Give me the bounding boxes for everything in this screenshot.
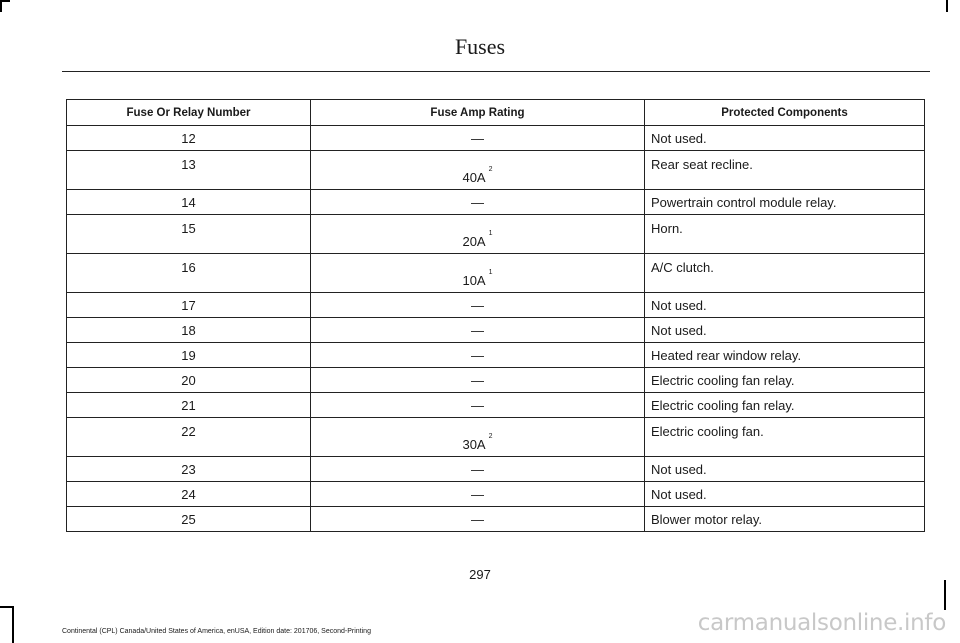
amp-rating-cell	[311, 151, 645, 190]
amp-rating-value: —	[471, 372, 484, 388]
amp-rating-value: —	[471, 486, 484, 502]
amp-rating-cell	[311, 190, 645, 215]
amp-rating-value: —	[471, 322, 484, 338]
footnote-marker: 1	[488, 269, 493, 276]
crop-mark-bottom-left-horizontal	[0, 606, 14, 608]
protected-component-cell: Electric cooling fan relay.	[645, 368, 925, 393]
amp-rating-value: —	[471, 130, 484, 146]
amp-rating-cell	[311, 343, 645, 368]
protected-component-cell: Electric cooling fan relay.	[645, 393, 925, 418]
footnote-marker: 1	[488, 230, 493, 237]
amp-rating-cell	[311, 418, 645, 457]
amp-rating-cell	[311, 482, 645, 507]
protected-component-cell: Powertrain control module relay.	[645, 190, 925, 215]
fuse-number-cell: 20	[67, 368, 311, 393]
protected-component-cell: Rear seat recline.	[645, 151, 925, 190]
table-row	[67, 293, 925, 318]
table-header-row	[67, 100, 925, 126]
amp-rating-value: —	[471, 511, 484, 527]
header-fuse-number: Fuse Or Relay Number	[67, 100, 311, 126]
table-row	[67, 215, 925, 254]
protected-component-cell: Electric cooling fan.	[645, 418, 925, 457]
page-number: 297	[469, 567, 491, 582]
crop-mark-bottom-left	[12, 606, 14, 643]
amp-rating-value: 20A	[462, 234, 486, 249]
amp-rating-cell	[311, 393, 645, 418]
amp-rating-cell	[311, 507, 645, 532]
table-row	[67, 393, 925, 418]
amp-rating-value: —	[471, 397, 484, 413]
fuse-number-cell: 15	[67, 215, 311, 254]
amp-rating-value: 10A	[462, 273, 486, 288]
edition-footer: Continental (CPL) Canada/United States of America, enUSA, Edition date: 201706, Second-Printing	[62, 628, 371, 635]
fuse-number-cell: 13	[67, 151, 311, 190]
table-row	[67, 343, 925, 368]
amp-rating-value: —	[471, 297, 484, 313]
fuse-number-cell: 16	[67, 254, 311, 293]
amp-rating-cell	[311, 368, 645, 393]
fuse-number-cell: 24	[67, 482, 311, 507]
amp-rating-value: —	[471, 347, 484, 363]
fuse-number-cell: 14	[67, 190, 311, 215]
protected-component-cell: Not used.	[645, 482, 925, 507]
protected-component-cell: Not used.	[645, 457, 925, 482]
table-row	[67, 190, 925, 215]
fuse-table-body	[67, 126, 925, 532]
footnote-marker: 2	[488, 166, 493, 173]
watermark: carmanualsonline.info	[697, 610, 946, 636]
protected-component-cell: Horn.	[645, 215, 925, 254]
crop-mark-top-left-horizontal	[0, 0, 10, 2]
protected-component-cell: Blower motor relay.	[645, 507, 925, 532]
table-row	[67, 318, 925, 343]
table-row	[67, 457, 925, 482]
protected-component-cell: A/C clutch.	[645, 254, 925, 293]
table-row	[67, 507, 925, 532]
fuse-number-cell: 18	[67, 318, 311, 343]
amp-rating-value: 30A	[462, 437, 486, 452]
protected-component-cell: Not used.	[645, 293, 925, 318]
table-row	[67, 418, 925, 457]
fuse-number-cell: 22	[67, 418, 311, 457]
amp-rating-cell	[311, 457, 645, 482]
fuse-number-cell: 25	[67, 507, 311, 532]
amp-rating-cell	[311, 254, 645, 293]
table-row	[67, 151, 925, 190]
amp-rating-value: —	[471, 461, 484, 477]
amp-rating-cell	[311, 293, 645, 318]
amp-rating-cell	[311, 215, 645, 254]
fuse-number-cell: 19	[67, 343, 311, 368]
crop-mark-bottom-right	[944, 580, 946, 610]
table-row	[67, 482, 925, 507]
amp-rating-value: —	[471, 194, 484, 210]
header-protected-components: Protected Components	[645, 100, 925, 126]
fuse-number-cell: 23	[67, 457, 311, 482]
table-row	[67, 254, 925, 293]
fuse-number-cell: 17	[67, 293, 311, 318]
amp-rating-cell	[311, 126, 645, 151]
fuse-number-cell: 21	[67, 393, 311, 418]
table-row	[67, 126, 925, 151]
fuse-table	[66, 99, 925, 532]
protected-component-cell: Not used.	[645, 318, 925, 343]
header-amp-rating: Fuse Amp Rating	[311, 100, 645, 126]
footnote-marker: 2	[488, 433, 493, 440]
amp-rating-cell	[311, 318, 645, 343]
fuse-number-cell: 12	[67, 126, 311, 151]
protected-component-cell: Not used.	[645, 126, 925, 151]
amp-rating-value: 40A	[462, 170, 486, 185]
page-title: Fuses	[454, 34, 506, 59]
crop-mark-top-right	[946, 0, 948, 12]
protected-component-cell: Heated rear window relay.	[645, 343, 925, 368]
title-divider	[62, 71, 930, 72]
table-row	[67, 368, 925, 393]
